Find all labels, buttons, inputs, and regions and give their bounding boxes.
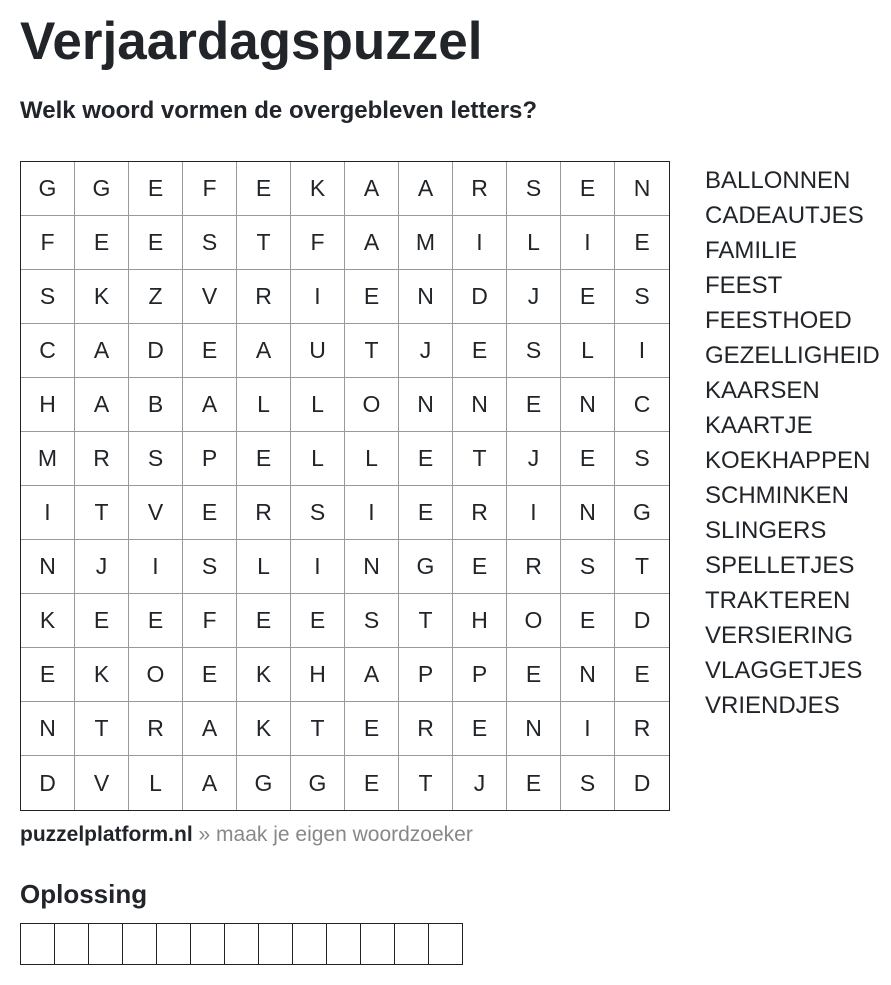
grid-cell[interactable]: I [291, 540, 345, 594]
word-list-item: KAARSEN [705, 377, 820, 404]
grid-cell[interactable]: E [237, 594, 291, 648]
solution-letter-box[interactable] [429, 924, 462, 964]
solution-letter-box[interactable] [89, 924, 123, 964]
grid-cell[interactable]: E [291, 594, 345, 648]
grid-cell[interactable]: N [399, 270, 453, 324]
grid-cell[interactable]: E [399, 486, 453, 540]
grid-cell[interactable]: E [345, 702, 399, 756]
grid-cell[interactable]: A [237, 324, 291, 378]
grid-cell[interactable]: T [345, 324, 399, 378]
grid-cell[interactable]: H [21, 378, 75, 432]
grid-cell[interactable]: L [291, 378, 345, 432]
grid-cell[interactable]: A [345, 648, 399, 702]
word-list-item: CADEAUTJES [705, 202, 864, 229]
grid-cell[interactable]: L [129, 756, 183, 810]
grid-cell[interactable]: E [237, 432, 291, 486]
grid-cell[interactable]: R [453, 486, 507, 540]
grid-cell[interactable]: A [345, 216, 399, 270]
grid-cell[interactable]: S [561, 540, 615, 594]
grid-cell[interactable]: G [291, 756, 345, 810]
solution-boxes [20, 923, 463, 965]
grid-cell[interactable]: P [453, 648, 507, 702]
grid-cell[interactable]: T [291, 702, 345, 756]
grid-cell[interactable]: A [75, 324, 129, 378]
grid-cell[interactable]: M [21, 432, 75, 486]
word-list-item: SPELLETJES [705, 552, 855, 579]
grid-cell[interactable]: S [21, 270, 75, 324]
grid-cell[interactable]: L [291, 432, 345, 486]
page-title: Verjaardagspuzzel [20, 12, 483, 71]
grid-cell[interactable]: I [561, 216, 615, 270]
grid-cell[interactable]: R [507, 540, 561, 594]
grid-cell[interactable]: N [345, 540, 399, 594]
grid-cell[interactable]: N [21, 540, 75, 594]
grid-cell[interactable]: K [237, 702, 291, 756]
grid-cell[interactable]: R [129, 702, 183, 756]
grid-cell[interactable]: L [561, 324, 615, 378]
solution-letter-box[interactable] [55, 924, 89, 964]
grid-cell[interactable]: R [237, 270, 291, 324]
grid-cell[interactable]: E [453, 540, 507, 594]
grid-cell[interactable]: H [291, 648, 345, 702]
word-list-item: VERSIERING [705, 622, 854, 649]
grid-cell[interactable]: D [129, 324, 183, 378]
grid-cell[interactable]: E [615, 648, 669, 702]
grid-cell[interactable]: O [345, 378, 399, 432]
grid-cell[interactable]: U [291, 324, 345, 378]
grid-cell[interactable]: N [561, 378, 615, 432]
word-list-item: BALLONNEN [705, 167, 851, 194]
grid-cell[interactable]: L [237, 378, 291, 432]
grid-cell[interactable]: V [75, 756, 129, 810]
grid-cell[interactable]: V [183, 270, 237, 324]
grid-cell[interactable]: R [615, 702, 669, 756]
grid-cell[interactable]: E [345, 270, 399, 324]
grid-cell[interactable]: T [75, 486, 129, 540]
grid-cell[interactable]: A [399, 162, 453, 216]
make-your-own-link[interactable]: maak je eigen woordzoeker [216, 823, 473, 846]
grid-cell[interactable]: S [291, 486, 345, 540]
grid-cell[interactable]: E [183, 648, 237, 702]
solution-letter-box[interactable] [123, 924, 157, 964]
word-list-item: TRAKTEREN [705, 587, 851, 614]
grid-cell[interactable]: N [453, 378, 507, 432]
grid-cell[interactable]: R [75, 432, 129, 486]
grid-cell[interactable]: G [237, 756, 291, 810]
grid-cell[interactable]: J [453, 756, 507, 810]
grid-cell[interactable]: A [183, 378, 237, 432]
grid-cell[interactable]: L [345, 432, 399, 486]
grid-cell[interactable]: A [183, 756, 237, 810]
solution-letter-box[interactable] [327, 924, 361, 964]
grid-cell[interactable]: K [75, 270, 129, 324]
grid-cell[interactable]: R [399, 702, 453, 756]
word-list-item: SCHMINKEN [705, 482, 850, 509]
grid-cell[interactable]: N [561, 486, 615, 540]
site-link[interactable]: puzzelplatform.nl [20, 823, 193, 846]
grid-cell[interactable]: J [399, 324, 453, 378]
grid-cell[interactable]: E [237, 162, 291, 216]
grid-cell[interactable]: T [75, 702, 129, 756]
solution-letter-box[interactable] [157, 924, 191, 964]
solution-title: Oplossing [20, 879, 148, 909]
solution-letter-box[interactable] [361, 924, 395, 964]
credit-line [20, 821, 473, 849]
word-list-item: FAMILIE [705, 237, 798, 264]
grid-cell[interactable]: I [615, 324, 669, 378]
grid-cell[interactable]: F [291, 216, 345, 270]
word-list-item: KAARTJE [705, 412, 813, 439]
grid-cell[interactable]: E [507, 378, 561, 432]
solution-letter-box[interactable] [225, 924, 259, 964]
grid-cell[interactable]: S [507, 324, 561, 378]
grid-cell[interactable]: E [399, 432, 453, 486]
grid-cell[interactable]: E [183, 486, 237, 540]
grid-cell[interactable]: N [21, 702, 75, 756]
grid-cell[interactable]: J [75, 540, 129, 594]
grid-cell[interactable]: D [615, 594, 669, 648]
word-list [705, 163, 880, 723]
grid-cell[interactable]: S [615, 432, 669, 486]
grid-cell[interactable]: S [561, 756, 615, 810]
grid-cell[interactable]: F [183, 594, 237, 648]
word-list-item: KOEKHAPPEN [705, 447, 871, 474]
grid-cell[interactable]: K [237, 648, 291, 702]
grid-cell[interactable]: L [507, 216, 561, 270]
word-search-grid [20, 161, 670, 811]
grid-cell[interactable]: N [561, 648, 615, 702]
grid-cell[interactable]: G [75, 162, 129, 216]
grid-cell[interactable]: E [561, 432, 615, 486]
grid-cell[interactable]: S [507, 162, 561, 216]
grid-cell[interactable]: T [237, 216, 291, 270]
grid-cell[interactable]: E [453, 324, 507, 378]
grid-cell[interactable]: I [291, 270, 345, 324]
grid-cell[interactable]: C [21, 324, 75, 378]
grid-cell[interactable]: A [183, 702, 237, 756]
word-list-item: SLINGERS [705, 517, 827, 544]
word-list-item: FEESTHOED [705, 307, 852, 334]
grid-cell[interactable]: H [453, 594, 507, 648]
grid-cell[interactable]: S [183, 540, 237, 594]
solution-letter-box[interactable] [191, 924, 225, 964]
grid-cell[interactable]: S [345, 594, 399, 648]
grid-cell[interactable]: E [75, 594, 129, 648]
word-list-item: GEZELLIGHEID [705, 342, 880, 369]
grid-cell[interactable]: K [21, 594, 75, 648]
word-list-item: VRIENDJES [705, 692, 840, 719]
grid-cell[interactable]: N [507, 702, 561, 756]
grid-cell[interactable]: L [237, 540, 291, 594]
grid-cell[interactable]: Z [129, 270, 183, 324]
grid-cell[interactable]: E [507, 648, 561, 702]
grid-cell[interactable]: M [399, 216, 453, 270]
grid-cell[interactable]: E [21, 648, 75, 702]
solution-letter-box[interactable] [293, 924, 327, 964]
grid-cell[interactable]: E [453, 702, 507, 756]
grid-cell[interactable]: E [561, 270, 615, 324]
grid-cell[interactable]: E [129, 594, 183, 648]
grid-cell[interactable]: I [561, 702, 615, 756]
grid-cell[interactable]: D [453, 270, 507, 324]
grid-cell[interactable]: O [507, 594, 561, 648]
grid-cell[interactable]: G [399, 540, 453, 594]
grid-cell[interactable]: V [129, 486, 183, 540]
grid-cell[interactable]: E [615, 216, 669, 270]
grid-cell[interactable]: E [183, 324, 237, 378]
grid-cell[interactable]: P [183, 432, 237, 486]
separator: » [192, 823, 217, 846]
grid-cell[interactable]: O [129, 648, 183, 702]
word-list-item: VLAGGETJES [705, 657, 863, 684]
solution-letter-box[interactable] [259, 924, 293, 964]
grid-cell[interactable]: A [75, 378, 129, 432]
grid-cell[interactable]: E [561, 594, 615, 648]
grid-cell[interactable]: I [453, 216, 507, 270]
grid-cell[interactable]: B [129, 378, 183, 432]
grid-cell[interactable]: I [129, 540, 183, 594]
grid-cell[interactable]: D [21, 756, 75, 810]
grid-cell[interactable]: A [345, 162, 399, 216]
grid-cell[interactable]: C [615, 378, 669, 432]
grid-cell[interactable]: E [561, 162, 615, 216]
grid-cell[interactable]: E [129, 216, 183, 270]
grid-cell[interactable]: S [615, 270, 669, 324]
grid-cell[interactable]: N [399, 378, 453, 432]
grid-cell[interactable]: F [21, 216, 75, 270]
grid-cell[interactable]: T [453, 432, 507, 486]
grid-cell[interactable]: R [453, 162, 507, 216]
grid-cell[interactable]: K [291, 162, 345, 216]
grid-cell[interactable]: J [507, 432, 561, 486]
grid-cell[interactable]: I [345, 486, 399, 540]
grid-cell[interactable]: I [507, 486, 561, 540]
grid-cell[interactable]: N [615, 162, 669, 216]
grid-cell[interactable]: G [615, 486, 669, 540]
puzzle-question: Welk woord vormen de overgebleven letters? [20, 97, 538, 124]
grid-cell[interactable]: J [507, 270, 561, 324]
solution-letter-box[interactable] [395, 924, 429, 964]
grid-cell[interactable]: S [183, 216, 237, 270]
word-list-item: FEEST [705, 272, 783, 299]
grid-cell[interactable]: I [21, 486, 75, 540]
grid-cell[interactable]: R [237, 486, 291, 540]
grid-cell[interactable]: S [129, 432, 183, 486]
grid-cell[interactable]: E [345, 756, 399, 810]
grid-cell[interactable]: T [615, 540, 669, 594]
grid-cell[interactable]: E [507, 756, 561, 810]
grid-cell[interactable]: T [399, 594, 453, 648]
grid-cell[interactable]: P [399, 648, 453, 702]
grid-cell[interactable]: G [21, 162, 75, 216]
grid-cell[interactable]: E [129, 162, 183, 216]
grid-cell[interactable]: F [183, 162, 237, 216]
solution-letter-box[interactable] [21, 924, 55, 964]
grid-cell[interactable]: D [633, 769, 651, 796]
grid-cell[interactable]: T [399, 756, 453, 810]
grid-cell[interactable]: K [75, 648, 129, 702]
grid-cell[interactable]: E [75, 216, 129, 270]
